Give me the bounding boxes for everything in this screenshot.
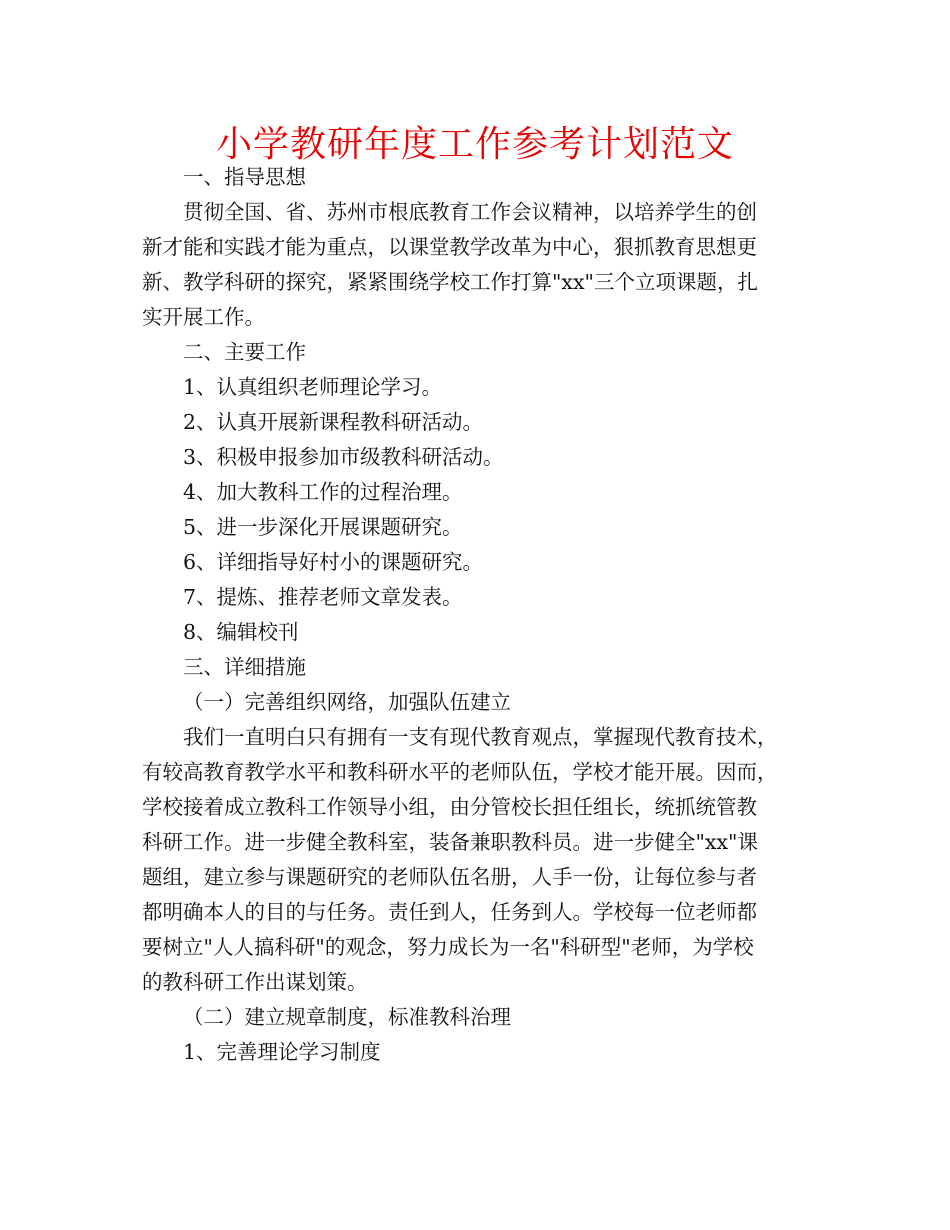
- paragraph-line: 贯彻全国、省、苏州市根底教育工作会议精神，以培养学生的创: [183, 200, 757, 224]
- paragraph-line: 有较高教育教学水平和教科研水平的老师队伍，学校才能开展。因而，: [142, 760, 778, 784]
- section-heading-guiding-ideology: 一、指导思想: [183, 165, 306, 189]
- document-title: 小学教研年度工作参考计划范文: [215, 124, 734, 165]
- document-body: [142, 160, 814, 1070]
- paragraph-line: 新才能和实践才能为重点，以课堂教学改革为中心，狠抓教育思想更: [142, 235, 757, 259]
- paragraph-line: 题组，建立参与课题研究的老师队伍名册，人手一份，让每位参与者: [142, 865, 757, 889]
- list-item: 8、编辑校刊: [183, 620, 299, 644]
- paragraph-line: 我们一直明白只有拥有一支有现代教育观点，掌握现代教育技术，: [183, 725, 778, 749]
- paragraph-line: 新、教学科研的探究，紧紧围绕学校工作打算"xx"三个立项课题，扎: [142, 270, 758, 294]
- paragraph-line: 科研工作。进一步健全教科室，装备兼职教科员。进一步健全"xx"课: [142, 830, 758, 854]
- list-item: 2、认真开展新课程教科研活动。: [183, 410, 484, 434]
- list-item: 7、提炼、推荐老师文章发表。: [183, 585, 463, 609]
- list-item: 3、积极申报参加市级教科研活动。: [183, 445, 504, 469]
- paragraph-line: 学校接着成立教科工作领导小组，由分管校长担任组长，统抓统管教: [142, 795, 757, 819]
- paragraph-line: 都明确本人的目的与任务。责任到人，任务到人。学校每一位老师都: [142, 900, 757, 924]
- list-item: 5、进一步深化开展课题研究。: [183, 515, 463, 539]
- subheading-organization: （一）完善组织网络，加强队伍建立: [183, 690, 511, 714]
- list-item: 1、认真组织老师理论学习。: [183, 375, 443, 399]
- section-heading-detailed-measures: 三、详细措施: [183, 655, 306, 679]
- list-item: 4、加大教科工作的过程治理。: [183, 480, 463, 504]
- section-heading-main-work: 二、主要工作: [183, 340, 306, 364]
- paragraph-line: 的教科研工作出谋划策。: [142, 970, 368, 994]
- list-item: 1、完善理论学习制度: [183, 1040, 381, 1064]
- paragraph-line: 要树立"人人搞科研"的观念，努力成长为一名"科研型"老师，为学校: [142, 935, 754, 959]
- list-item: 6、详细指导好村小的课题研究。: [183, 550, 484, 574]
- subheading-regulations: （二）建立规章制度，标准教科治理: [183, 1005, 511, 1029]
- paragraph-line: 实开展工作。: [142, 305, 265, 329]
